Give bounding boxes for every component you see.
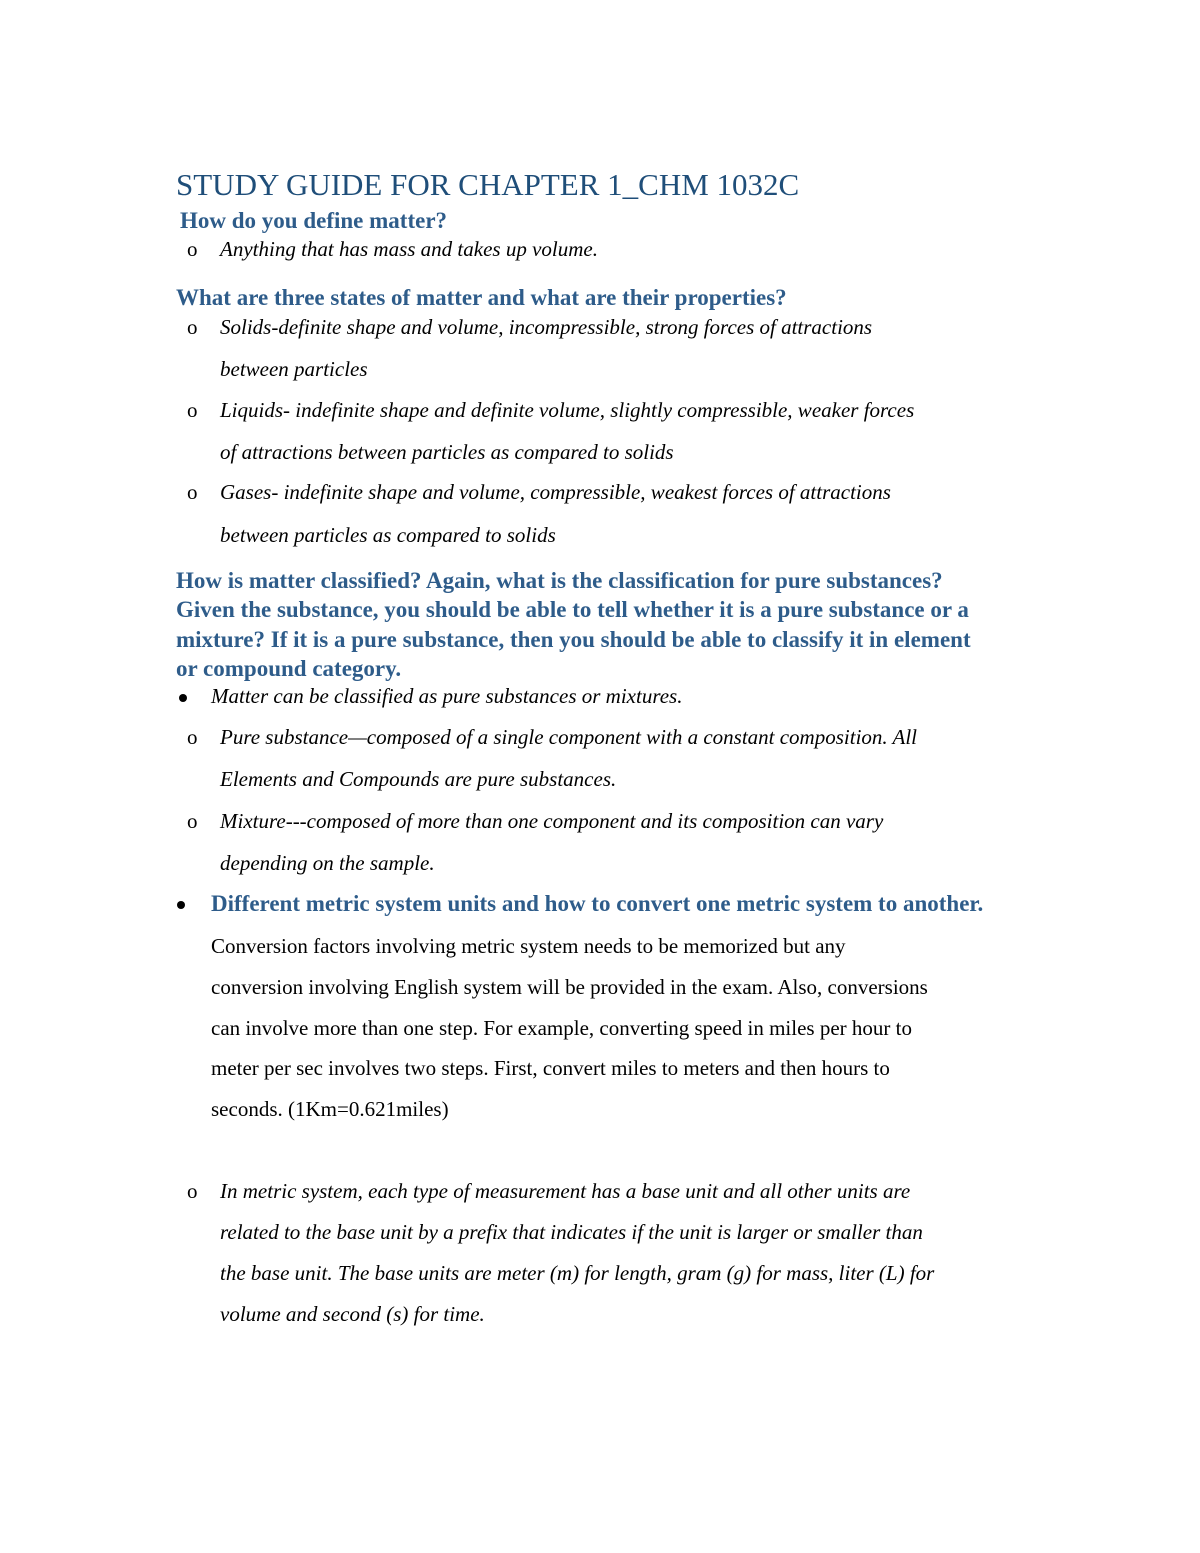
- paragraph-line: meter per sec involves two steps. First, convert miles to meters and then hours to: [211, 1056, 890, 1080]
- section-heading-classification-line1: How is matter classified? Again, what is the classification for pure substances?: [176, 568, 943, 593]
- list-item-metric-system-line4: volume and second (s) for time.: [220, 1302, 485, 1326]
- list-item-solids-line2: between particles: [220, 357, 368, 381]
- list-item-matter-definition: Anything that has mass and takes up volume.: [220, 237, 598, 261]
- list-item-pure-substance-line2: Elements and Compounds are pure substances.: [220, 767, 617, 791]
- list-marker: o: [187, 315, 198, 339]
- paragraph-line: seconds. (1Km=0.621miles): [211, 1097, 449, 1121]
- bullet-item-matter-classification: Matter can be classified as pure substances or mixtures.: [211, 684, 683, 708]
- list-item-liquids-line2: of attractions between particles as compared to solids: [220, 440, 674, 464]
- list-item-gases-line2: between particles as compared to solids: [220, 523, 556, 547]
- section-heading-classification-line4: or compound category.: [176, 656, 402, 681]
- list-marker: o: [187, 725, 198, 749]
- paragraph-line: conversion involving English system will be provided in the exam. Also, conversions: [211, 975, 928, 999]
- list-marker: o: [187, 480, 198, 504]
- paragraph-line: Conversion factors involving metric system needs to be memorized but any: [211, 934, 846, 958]
- list-item-gases-line1: Gases- indefinite shape and volume, compressible, weakest forces of attractions: [220, 480, 891, 504]
- list-item-mixture-line2: depending on the sample.: [220, 851, 435, 875]
- list-item-pure-substance-line1: Pure substance—composed of a single component with a constant composition. All: [220, 725, 918, 749]
- bullet-dot: [177, 901, 185, 909]
- list-item-metric-system-line2: related to the base unit by a prefix that indicates if the unit is larger or smaller than: [220, 1220, 923, 1244]
- list-item-liquids-line1: Liquids- indefinite shape and definite volume, slightly compressible, weaker forces: [220, 398, 915, 422]
- list-marker: o: [187, 398, 198, 422]
- section-heading-states-of-matter: What are three states of matter and what are their properties?: [176, 285, 787, 310]
- section-heading-classification-line3: mixture? If it is a pure substance, then you should be able to classify it in element: [176, 627, 971, 652]
- section-heading-define-matter: How do you define matter?: [180, 208, 448, 233]
- list-item-metric-system-line3: the base unit. The base units are meter (m) for length, gram (g) for mass, liter (L) for: [220, 1261, 935, 1285]
- list-marker: o: [187, 809, 198, 833]
- list-item-mixture-line1: Mixture---composed of more than one component and its composition can vary: [220, 809, 884, 833]
- paragraph-line: can involve more than one step. For example, converting speed in miles per hour to: [211, 1016, 912, 1040]
- list-item-solids-line1: Solids-definite shape and volume, incompressible, strong forces of attractions: [220, 315, 873, 339]
- document-title: STUDY GUIDE FOR CHAPTER 1_CHM 1032C: [176, 167, 800, 202]
- list-item-metric-system-line1: In metric system, each type of measurement has a base unit and all other units are: [220, 1179, 911, 1203]
- section-heading-metric-units: Different metric system units and how to convert one metric system to another.: [211, 891, 984, 916]
- list-marker: o: [187, 1179, 198, 1203]
- list-marker: o: [187, 237, 198, 261]
- section-heading-classification-line2: Given the substance, you should be able to tell whether it is a pure substance or a: [176, 597, 969, 622]
- bullet-dot: [179, 694, 187, 702]
